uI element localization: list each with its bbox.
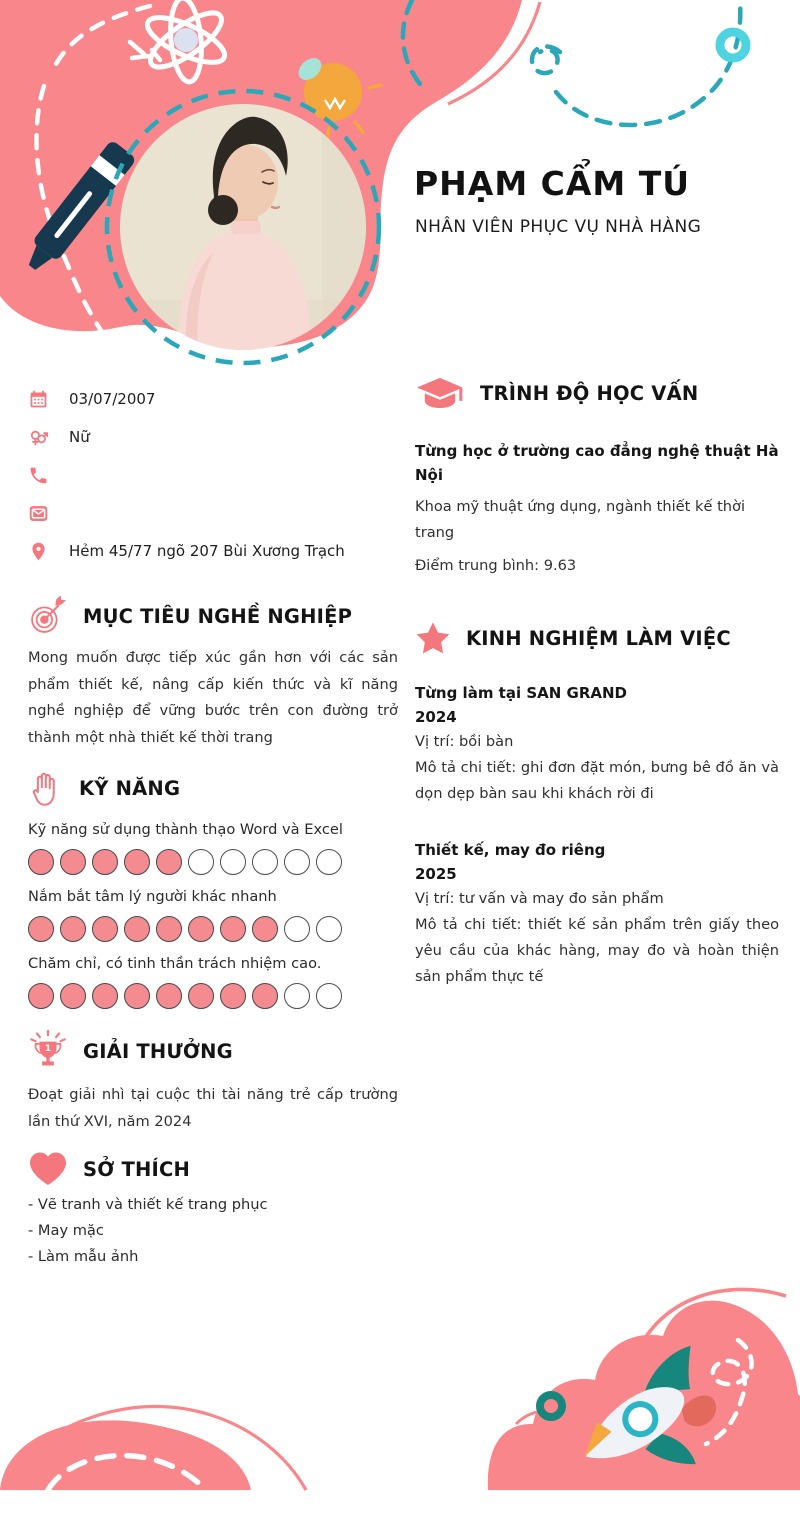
skill-dot-filled — [156, 849, 182, 875]
job-year: 2024 — [415, 707, 457, 726]
pink-blob-bottom-left — [0, 1406, 306, 1490]
hobbies-heading: SỞ THÍCH — [83, 1157, 190, 1181]
job-year: 2025 — [415, 864, 457, 883]
education-line: Khoa mỹ thuật ứng dụng, ngành thiết kế thời trang — [415, 498, 746, 542]
phone-icon — [28, 465, 49, 486]
skill-dots — [28, 916, 398, 942]
skill-dot-filled — [28, 916, 54, 942]
contact-row-phone — [28, 456, 398, 494]
skill-label: Chăm chỉ, có tinh thần trách nhiệm cao. — [28, 954, 322, 972]
job-position: Vị trí: tư vấn và may đo sản phẩm — [415, 889, 664, 907]
skill-dots — [28, 983, 398, 1009]
section-hobbies-header — [28, 1151, 398, 1187]
skill-dot-filled — [124, 916, 150, 942]
job-title: Thiết kế, may đo riêng — [415, 840, 606, 859]
skill-dot-empty — [252, 849, 278, 875]
pink-blob-bottom-right — [488, 1289, 800, 1490]
skill-dot-empty — [284, 849, 310, 875]
skill-dot-empty — [284, 916, 310, 942]
contact-row-email — [28, 494, 398, 532]
hobby-item: - May mặc — [28, 1222, 104, 1240]
location-icon — [28, 541, 49, 562]
target-icon — [28, 596, 68, 636]
trophy-icon — [28, 1029, 68, 1074]
person-job-title: NHÂN VIÊN PHỤC VỤ NHÀ HÀNG — [415, 217, 702, 237]
skill-dots — [28, 849, 398, 875]
section-awards-header — [28, 1029, 398, 1074]
skill-label: Nắm bắt tâm lý người khác nhanh — [28, 887, 277, 905]
calendar-icon — [28, 389, 49, 410]
skill-dot-filled — [156, 916, 182, 942]
right-column — [415, 376, 779, 991]
star-icon — [415, 621, 451, 657]
graduation-cap-icon — [415, 376, 465, 411]
hobby-item: - Vẽ tranh và thiết kế trang phục — [28, 1196, 268, 1214]
person-name: PHẠM CẨM TÚ — [414, 164, 691, 203]
skill-dot-empty — [316, 916, 342, 942]
gender-icon — [28, 427, 49, 448]
teal-donut-top — [720, 32, 746, 58]
heart-icon — [28, 1151, 68, 1187]
skill-dot-filled — [92, 916, 118, 942]
skill-dot-filled — [60, 983, 86, 1009]
job-description: Mô tả chi tiết: ghi đơn đặt món, bưng bê đồ ăn và dọn dẹp bàn sau khi khách rời đi — [415, 759, 779, 803]
contact-row-birthday — [28, 380, 398, 418]
skill-dot-filled — [188, 916, 214, 942]
job-entry — [415, 838, 779, 991]
job-title: Từng làm tại SAN GRAND — [415, 683, 627, 702]
skill-dot-empty — [188, 849, 214, 875]
education-heading: TRÌNH ĐỘ HỌC VẤN — [480, 382, 699, 405]
skill-dot-filled — [124, 983, 150, 1009]
skills-heading: KỸ NĂNG — [79, 777, 181, 801]
skill-dot-filled — [60, 849, 86, 875]
section-experience-header — [415, 621, 779, 657]
gender-value: Nữ — [69, 428, 90, 446]
skill-label: Kỹ năng sử dụng thành thạo Word và Excel — [28, 820, 343, 838]
address-value: Hẻm 45/77 ngõ 207 Bùi Xương Trạch — [69, 542, 345, 560]
job-description: Mô tả chi tiết: thiết kế sản phẩm trên giấy theo yêu cầu của khác hàng, may đo và hoàn thiện sản phẩm thực tế — [415, 915, 779, 986]
section-education-header — [415, 376, 779, 411]
svg-text:1: 1 — [44, 1043, 52, 1054]
skill-dot-filled — [92, 849, 118, 875]
skill-dot-empty — [284, 983, 310, 1009]
skill-dot-empty — [220, 849, 246, 875]
hand-icon — [28, 770, 64, 808]
section-skills-header — [28, 770, 398, 808]
objective-text: Mong muốn được tiếp xúc gần hơn với các sản phẩm thiết kế, nâng cấp kiến thức và kĩ năng nghề nghiệp để vững bước trên con đường trở thành một nhà thiết kế thời trang — [28, 649, 398, 747]
contact-row-address — [28, 532, 398, 570]
awards-text: Đoạt giải nhì tại cuộc thi tài năng trẻ cấp trường lần thứ XVI, năm 2024 — [28, 1085, 398, 1130]
skill-dot-filled — [124, 849, 150, 875]
birthday-value: 03/07/2007 — [69, 390, 156, 408]
job-position: Vị trí: bồi bàn — [415, 732, 514, 750]
skill-dot-filled — [28, 849, 54, 875]
skill-dot-filled — [92, 983, 118, 1009]
skill-dot-filled — [220, 916, 246, 942]
objective-heading: MỤC TIÊU NGHỀ NGHIỆP — [83, 604, 353, 628]
experience-heading: KINH NGHIỆM LÀM VIỆC — [466, 627, 731, 651]
hobby-item: - Làm mẫu ảnh — [28, 1248, 139, 1266]
skill-dot-filled — [156, 983, 182, 1009]
skill-dot-filled — [252, 916, 278, 942]
skill-dot-filled — [28, 983, 54, 1009]
skills-list — [28, 821, 398, 1009]
skill-dot-filled — [60, 916, 86, 942]
contact-list — [28, 380, 398, 570]
hobbies-list — [28, 1196, 398, 1265]
bottom-decoration — [0, 1276, 800, 1516]
skill-dot-empty — [316, 849, 342, 875]
skill-dot-empty — [316, 983, 342, 1009]
job-entry — [415, 681, 779, 808]
section-objective-header — [28, 596, 398, 636]
left-column — [28, 380, 398, 1265]
education-school: Từng học ở trường cao đẳng nghệ thuật Hà Nội — [415, 442, 779, 484]
skill-dot-filled — [220, 983, 246, 1009]
education-line: Điểm trung bình: 9.63 — [415, 556, 577, 574]
awards-heading: GIẢI THƯỞNG — [83, 1039, 233, 1063]
skill-dot-filled — [188, 983, 214, 1009]
email-icon — [28, 503, 49, 524]
contact-row-gender — [28, 418, 398, 456]
skill-dot-filled — [252, 983, 278, 1009]
